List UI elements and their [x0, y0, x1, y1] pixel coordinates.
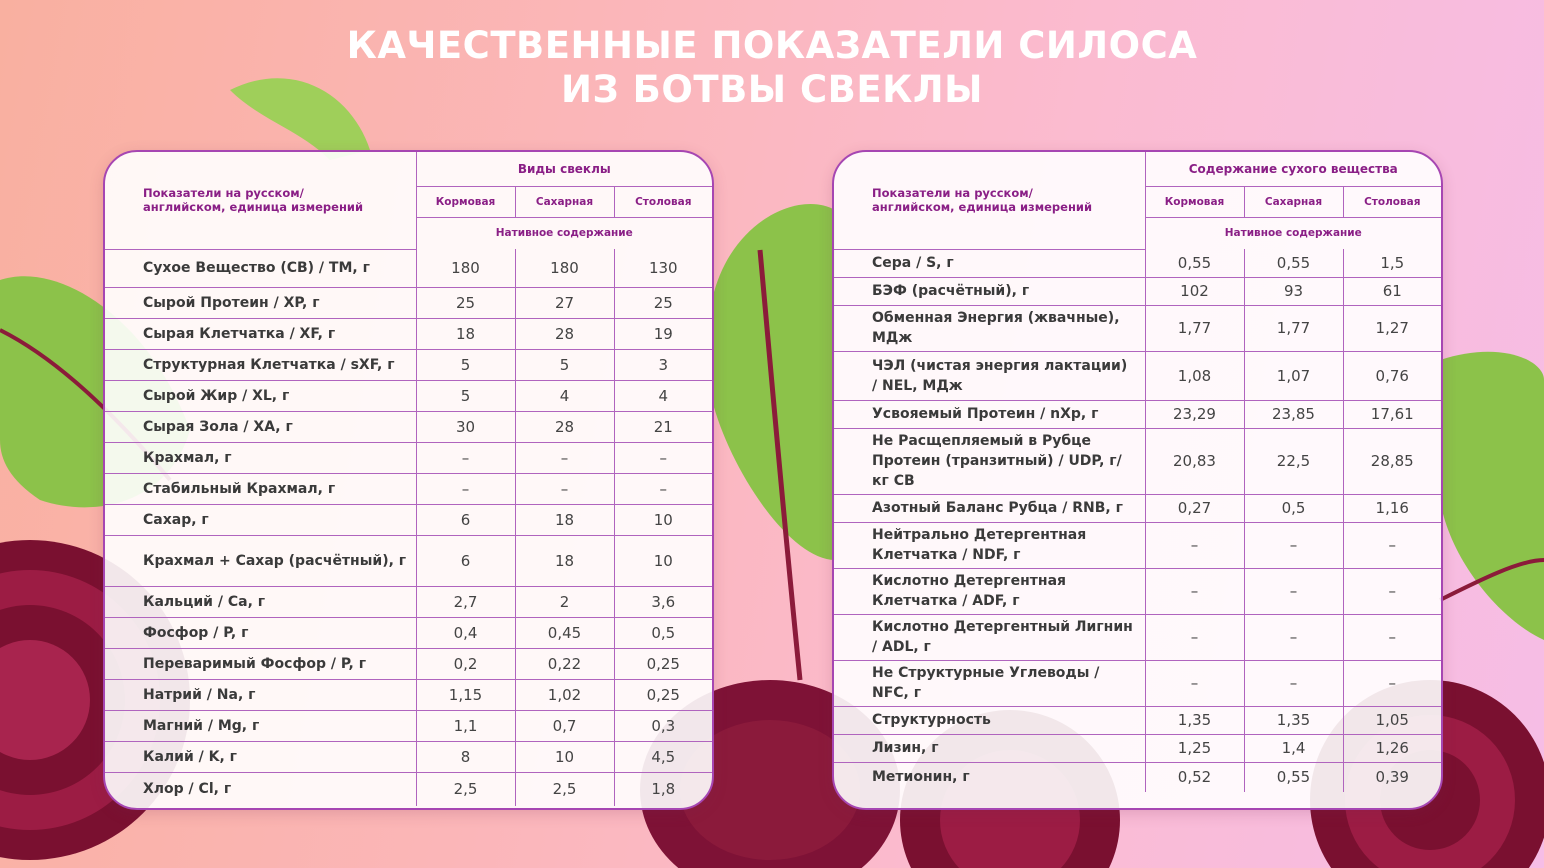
- row-value: –: [614, 442, 712, 473]
- row-value: 20,83: [1145, 428, 1244, 494]
- row-value: 0,39: [1343, 762, 1441, 792]
- table-row: [834, 706, 1441, 734]
- table-row: [105, 679, 712, 710]
- row-value: –: [1244, 614, 1343, 660]
- row-label: Обменная Энергия (жвачные), МДж: [834, 305, 1145, 351]
- table-row: [834, 734, 1441, 762]
- row-value: –: [1145, 614, 1244, 660]
- table-row: [105, 772, 712, 806]
- table-row: [834, 660, 1441, 706]
- row-value: 30: [416, 411, 515, 442]
- row-value: 1,08: [1145, 351, 1244, 400]
- row-value: 18: [416, 318, 515, 349]
- row-value: 17,61: [1343, 400, 1441, 428]
- row-value: 22,5: [1244, 428, 1343, 494]
- row-value: 25: [416, 287, 515, 318]
- row-value: 28: [515, 411, 614, 442]
- row-value: 0,52: [1145, 762, 1244, 792]
- row-label: Фосфор / P, г: [105, 617, 416, 648]
- row-value: 25: [614, 287, 712, 318]
- row-value: 2,5: [416, 772, 515, 806]
- table-row: [834, 305, 1441, 351]
- row-value: 4,5: [614, 741, 712, 772]
- row-label: Переваримый Фосфор / P, г: [105, 648, 416, 679]
- table-row: [834, 428, 1441, 494]
- row-value: 1,1: [416, 710, 515, 741]
- row-value: 0,5: [1244, 494, 1343, 522]
- column-header: Кормовая: [1145, 186, 1244, 217]
- table-row: [834, 494, 1441, 522]
- row-value: 1,77: [1145, 305, 1244, 351]
- row-value: 0,25: [614, 679, 712, 710]
- column-header: Столовая: [1343, 186, 1441, 217]
- row-label: Хлор / Cl, г: [105, 772, 416, 806]
- row-label: Магний / Mg, г: [105, 710, 416, 741]
- table-row: [105, 318, 712, 349]
- row-label: Сухое Вещество (СВ) / TM, г: [105, 249, 416, 287]
- row-value: 0,76: [1343, 351, 1441, 400]
- row-value: 1,15: [416, 679, 515, 710]
- row-value: 23,29: [1145, 400, 1244, 428]
- row-label: БЭФ (расчётный), г: [834, 277, 1145, 305]
- row-label: Крахмал + Сахар (расчётный), г: [105, 535, 416, 586]
- row-label: Не Структурные Углеводы / NFC, г: [834, 660, 1145, 706]
- row-value: 5: [416, 349, 515, 380]
- row-value: 1,26: [1343, 734, 1441, 762]
- header-label: Показатели на русском/английском, единица измерений: [105, 152, 416, 249]
- row-value: 10: [614, 535, 712, 586]
- row-value: 0,2: [416, 648, 515, 679]
- table-row: [105, 535, 712, 586]
- row-value: 10: [614, 504, 712, 535]
- row-value: 4: [614, 380, 712, 411]
- row-value: 0,55: [1145, 249, 1244, 277]
- row-value: 0,3: [614, 710, 712, 741]
- row-value: 93: [1244, 277, 1343, 305]
- table-row: [834, 522, 1441, 568]
- row-value: –: [416, 473, 515, 504]
- row-label: Крахмал, г: [105, 442, 416, 473]
- row-value: 6: [416, 504, 515, 535]
- row-value: –: [1343, 522, 1441, 568]
- row-label: Нейтрально Детергентная Клетчатка / NDF, г: [834, 522, 1145, 568]
- row-value: 2,5: [515, 772, 614, 806]
- row-value: 28: [515, 318, 614, 349]
- table-row: [834, 351, 1441, 400]
- left-table-body: [105, 249, 712, 806]
- right-table-body: [834, 249, 1441, 792]
- table-row: [105, 411, 712, 442]
- row-value: 0,22: [515, 648, 614, 679]
- row-value: 18: [515, 535, 614, 586]
- row-value: –: [1244, 522, 1343, 568]
- row-value: 28,85: [1343, 428, 1441, 494]
- row-value: 61: [1343, 277, 1441, 305]
- right-table-panel: [832, 150, 1443, 810]
- table-row: [834, 249, 1441, 277]
- row-value: 2,7: [416, 586, 515, 617]
- row-value: 0,25: [614, 648, 712, 679]
- row-label: Кальций / Ca, г: [105, 586, 416, 617]
- beet-leaf-icon: [1440, 352, 1544, 640]
- table-row: [105, 349, 712, 380]
- row-value: –: [1343, 660, 1441, 706]
- row-value: –: [1145, 568, 1244, 614]
- row-value: 130: [614, 249, 712, 287]
- row-value: 6: [416, 535, 515, 586]
- row-value: 1,02: [515, 679, 614, 710]
- row-value: 1,77: [1244, 305, 1343, 351]
- row-label: Азотный Баланс Рубца / RNB, г: [834, 494, 1145, 522]
- row-value: 180: [416, 249, 515, 287]
- row-value: 1,35: [1145, 706, 1244, 734]
- row-value: 4: [515, 380, 614, 411]
- row-label: Сахар, г: [105, 504, 416, 535]
- row-value: 1,05: [1343, 706, 1441, 734]
- row-label: Структурность: [834, 706, 1145, 734]
- table-row: [834, 277, 1441, 305]
- table-row: [105, 473, 712, 504]
- row-value: 3,6: [614, 586, 712, 617]
- column-header: Сахарная: [1244, 186, 1343, 217]
- row-value: 23,85: [1244, 400, 1343, 428]
- row-value: 1,27: [1343, 305, 1441, 351]
- right-table: [834, 152, 1441, 792]
- table-row: [105, 617, 712, 648]
- page-title-line1: КАЧЕСТВЕННЫЕ ПОКАЗАТЕЛИ СИЛОСА: [346, 24, 1198, 67]
- table-row: [834, 762, 1441, 792]
- row-label: Сера / S, г: [834, 249, 1145, 277]
- row-value: 1,35: [1244, 706, 1343, 734]
- table-row: [834, 614, 1441, 660]
- subheader-native: Нативное содержание: [1145, 217, 1441, 249]
- row-value: 10: [515, 741, 614, 772]
- row-label: Натрий / Na, г: [105, 679, 416, 710]
- row-label: Структурная Клетчатка / sXF, г: [105, 349, 416, 380]
- row-value: 5: [515, 349, 614, 380]
- row-value: 0,45: [515, 617, 614, 648]
- row-value: 21: [614, 411, 712, 442]
- left-table-panel: [103, 150, 714, 810]
- page-title-line2: ИЗ БОТВЫ СВЕКЛЫ: [561, 68, 983, 111]
- column-header: Кормовая: [416, 186, 515, 217]
- table-row: [105, 287, 712, 318]
- group-header: Содержание сухого вещества: [1145, 152, 1441, 186]
- left-table: [105, 152, 712, 806]
- row-value: 180: [515, 249, 614, 287]
- row-label: Стабильный Крахмал, г: [105, 473, 416, 504]
- row-value: 1,4: [1244, 734, 1343, 762]
- page-title: [0, 24, 1544, 112]
- row-label: Не Расщепляемый в Рубце Протеин (транзитный) / UDP, г/кг СВ: [834, 428, 1145, 494]
- table-row: [105, 741, 712, 772]
- row-value: –: [515, 473, 614, 504]
- row-label: Сырая Клетчатка / XF, г: [105, 318, 416, 349]
- row-label: Сырая Зола / XA, г: [105, 411, 416, 442]
- row-value: 1,16: [1343, 494, 1441, 522]
- row-value: –: [1145, 522, 1244, 568]
- row-label: Метионин, г: [834, 762, 1145, 792]
- header-label: Показатели на русском/английском, единица измерений: [834, 152, 1145, 249]
- row-value: –: [416, 442, 515, 473]
- row-value: 18: [515, 504, 614, 535]
- table-row: [105, 442, 712, 473]
- row-label: ЧЭЛ (чистая энергия лактации) / NEL, МДж: [834, 351, 1145, 400]
- row-value: 3: [614, 349, 712, 380]
- row-value: 1,25: [1145, 734, 1244, 762]
- row-value: 0,4: [416, 617, 515, 648]
- row-value: –: [614, 473, 712, 504]
- table-row: [105, 504, 712, 535]
- row-label: Сырой Протеин / XP, г: [105, 287, 416, 318]
- row-value: 0,5: [614, 617, 712, 648]
- table-row: [105, 249, 712, 287]
- row-value: 0,55: [1244, 762, 1343, 792]
- table-row: [105, 648, 712, 679]
- row-value: 1,07: [1244, 351, 1343, 400]
- row-value: –: [1343, 614, 1441, 660]
- group-header: Виды свеклы: [416, 152, 712, 186]
- table-row: [834, 400, 1441, 428]
- row-value: 2: [515, 586, 614, 617]
- table-row: [105, 710, 712, 741]
- row-value: 0,27: [1145, 494, 1244, 522]
- table-row: [834, 568, 1441, 614]
- column-header: Столовая: [614, 186, 712, 217]
- row-label: Сырой Жир / XL, г: [105, 380, 416, 411]
- row-value: 102: [1145, 277, 1244, 305]
- row-label: Кислотно Детергентная Клетчатка / ADF, г: [834, 568, 1145, 614]
- row-label: Кислотно Детергентный Лигнин / ADL, г: [834, 614, 1145, 660]
- table-row: [105, 586, 712, 617]
- row-value: –: [1244, 660, 1343, 706]
- table-row: [105, 380, 712, 411]
- row-label: Усвояемый Протеин / nXp, г: [834, 400, 1145, 428]
- row-value: 0,55: [1244, 249, 1343, 277]
- row-value: 8: [416, 741, 515, 772]
- row-label: Калий / K, г: [105, 741, 416, 772]
- row-value: –: [1244, 568, 1343, 614]
- column-header: Сахарная: [515, 186, 614, 217]
- row-value: 19: [614, 318, 712, 349]
- row-value: –: [1145, 660, 1244, 706]
- row-label: Лизин, г: [834, 734, 1145, 762]
- row-value: 27: [515, 287, 614, 318]
- row-value: –: [515, 442, 614, 473]
- subheader-native: Нативное содержание: [416, 217, 712, 249]
- row-value: 1,5: [1343, 249, 1441, 277]
- row-value: –: [1343, 568, 1441, 614]
- row-value: 5: [416, 380, 515, 411]
- row-value: 1,8: [614, 772, 712, 806]
- row-value: 0,7: [515, 710, 614, 741]
